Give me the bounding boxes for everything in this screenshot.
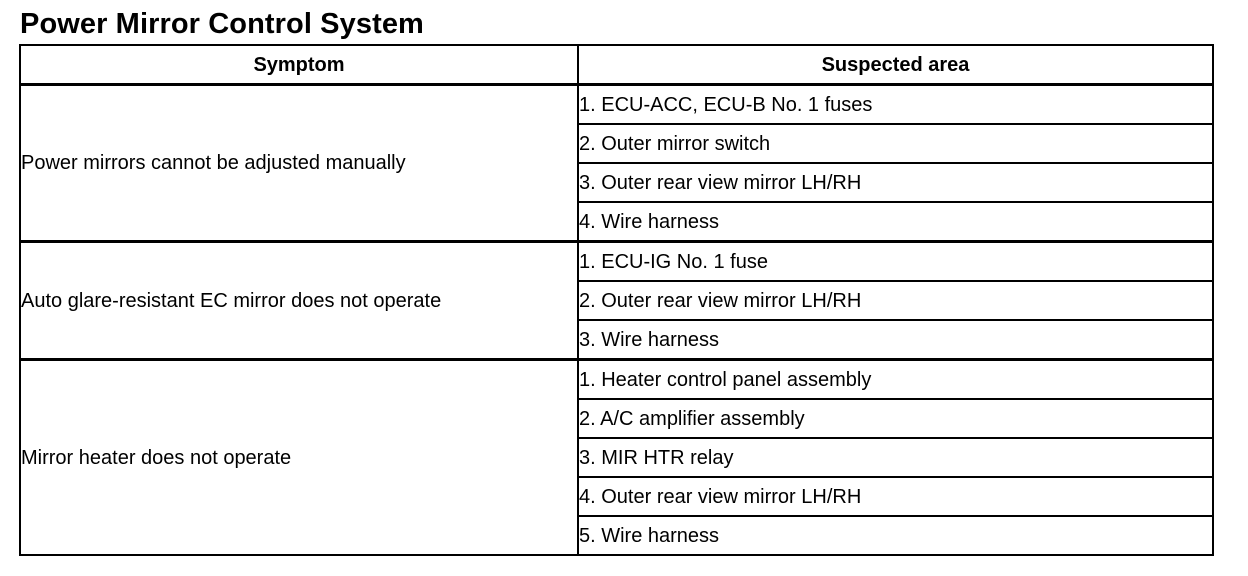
symptom-cell: Power mirrors cannot be adjusted manually [20,85,578,242]
table-header-row [20,45,1213,85]
suspected-area-cell: 4. Outer rear view mirror LH/RH [578,477,1213,516]
suspected-area-cell: 1. ECU-IG No. 1 fuse [578,242,1213,282]
table-row [20,360,1213,400]
table-row [20,85,1213,125]
suspected-area-cell: 2. Outer mirror switch [578,124,1213,163]
symptom-table [19,44,1214,556]
suspected-area-cell: 1. ECU-ACC, ECU-B No. 1 fuses [578,85,1213,125]
page-title: Power Mirror Control System [20,8,424,40]
suspected-area-cell: 2. A/C amplifier assembly [578,399,1213,438]
suspected-area-cell: 3. MIR HTR relay [578,438,1213,477]
table-row [20,242,1213,282]
symptom-column-header: Symptom [20,45,578,85]
suspected-area-cell: 3. Wire harness [578,320,1213,360]
symptom-cell: Auto glare-resistant EC mirror does not operate [20,242,578,360]
symptom-cell: Mirror heater does not operate [20,360,578,556]
suspected-area-cell: 2. Outer rear view mirror LH/RH [578,281,1213,320]
suspected-area-column-header: Suspected area [578,45,1213,85]
suspected-area-cell: 3. Outer rear view mirror LH/RH [578,163,1213,202]
suspected-area-cell: 1. Heater control panel assembly [578,360,1213,400]
suspected-area-cell: 4. Wire harness [578,202,1213,242]
suspected-area-cell: 5. Wire harness [578,516,1213,555]
